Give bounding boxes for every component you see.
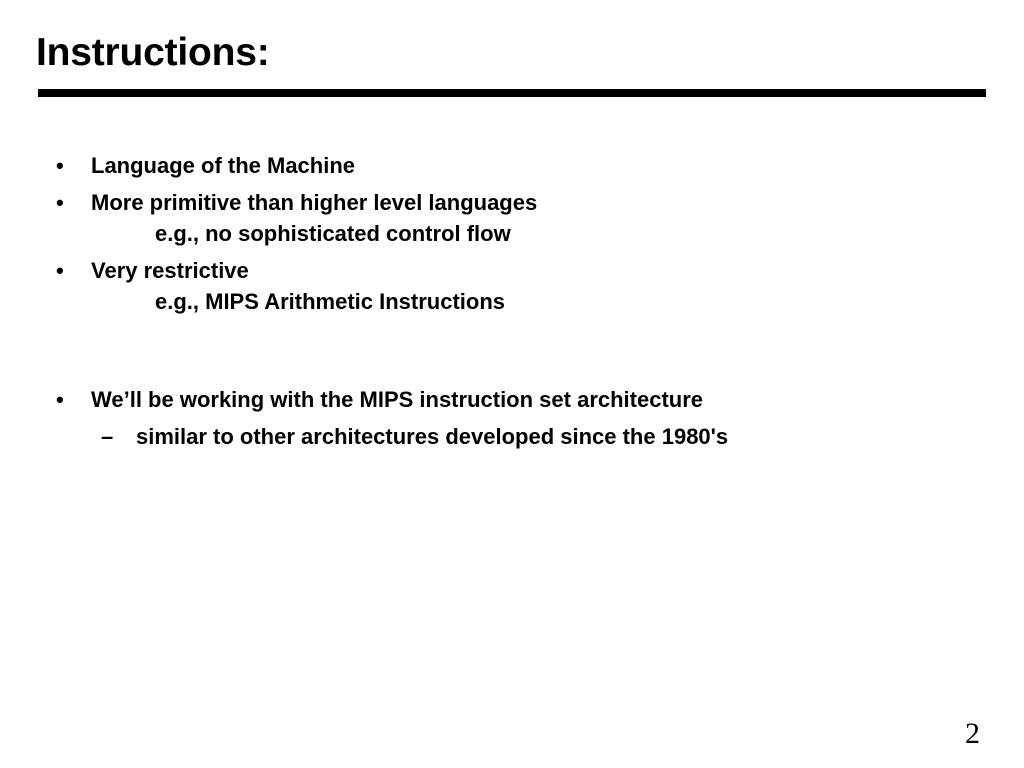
- bullet-text: More primitive than higher level languages: [91, 190, 538, 215]
- bullet-marker: •: [56, 153, 64, 178]
- bullet-marker: •: [56, 258, 64, 283]
- bullet-text: Very restrictive: [91, 258, 249, 283]
- page-number: 2: [965, 717, 980, 750]
- bullet-text: Language of the Machine: [91, 153, 356, 178]
- dash-marker: –: [101, 424, 114, 449]
- slide-title: Instructions:: [36, 31, 270, 74]
- bullet-marker: •: [56, 387, 64, 412]
- bullet-text: We’ll be working with the MIPS instruction set architecture: [91, 387, 704, 412]
- sub-bullet-text: similar to other architectures developed since the 1980's: [136, 424, 729, 449]
- bullet-example-text: e.g., no sophisticated control flow: [155, 221, 511, 246]
- bullet-example-text: e.g., MIPS Arithmetic Instructions: [155, 289, 506, 314]
- bullet-marker: •: [56, 190, 64, 215]
